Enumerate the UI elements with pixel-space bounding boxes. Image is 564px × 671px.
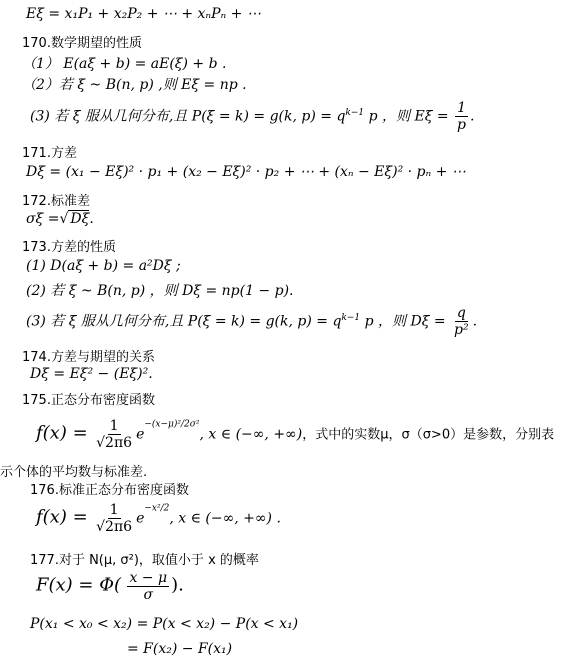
fraction-1-over-p: $\frac{1}{p}$ bbox=[457, 100, 467, 134]
variance-expectation-relation: Dξ = Eξ² − (Eξ)². bbox=[30, 366, 153, 382]
variance-property-3: (3) 若 ξ 服从几何分布,且 P(ξ = k) = g(k, $p) = q^{k-1}$ p ，则 Dξ = $\frac{q}{\text{p²}}$ . bbox=[26, 305, 478, 339]
normal-density-formula: f(x) = $\frac{1}{√2\pi 6}$ $e^{-(x-\mu)^2/2\sigma^2}$, x ∈ (−∞, +∞)，式中的实数μ，σ（σ>0）是参数，分别表 bbox=[36, 418, 555, 452]
heading-174: 174.方差与期望的关系 bbox=[22, 350, 155, 365]
normal-density-coefficient: $\frac{1}{√2\pi 6}$ bbox=[96, 418, 133, 452]
heading-177: 177.对于 N(μ, σ²)，取值小于 x 的概率 bbox=[30, 553, 259, 568]
heading-172: 172.标准差 bbox=[22, 194, 90, 209]
property-170-2: （2）若 ξ ~ B(n, p) ,则 Eξ = np . bbox=[22, 77, 247, 93]
cdf-formula: F(x) = Φ( $\frac{x - \mu}{\sigma}$ ). bbox=[36, 570, 184, 604]
interval-probability-formula: P(x₁ < x₀ < x₂) = P(x < x₂) − P(x < x₁) bbox=[30, 616, 299, 632]
heading-175: 175.正态分布密度函数 bbox=[22, 393, 155, 408]
heading-170: 170.数学期望的性质 bbox=[22, 36, 142, 51]
property-170-3: (3) 若 ξ 服从几何分布,且 P(ξ = k) = g(k, $p) = q^{k-1}$ p ，则 Eξ = $\frac{1}{p}$ . bbox=[30, 100, 475, 134]
normal-density-description: 示个体的平均数与标准差. bbox=[0, 465, 148, 480]
variance-property-1: (1) D(aξ + b) = a²Dξ ; bbox=[26, 258, 181, 274]
standardized-variable: $\frac{x - \mu}{\sigma}$ bbox=[129, 570, 168, 604]
property-170-1: （1） E(aξ + b) = aE(ξ) + b . bbox=[22, 56, 227, 72]
expectation-formula: Eξ = x₁P₁ + x₂P₂ + ⋯ + xₙPₙ + ⋯ bbox=[26, 6, 261, 22]
variance-property-2: (2) 若 ξ ~ B(n, p) ，则 Dξ = np(1 − p). bbox=[26, 283, 294, 299]
heading-171: 171.方差 bbox=[22, 146, 77, 161]
variance-formula: Dξ = (x₁ − Eξ)² · p₁ + (x₂ − Eξ)² · p₂ + ⋯ + (xₙ − Eξ)² · pₙ + ⋯ bbox=[26, 164, 466, 180]
heading-176: 176.标准正态分布密度函数 bbox=[30, 483, 189, 498]
standard-normal-density-formula: f(x) = $\frac{1}{√2\pi 6}$ $e^{-x^2/2}$, x ∈ (−∞, +∞) . bbox=[36, 502, 281, 536]
standard-normal-coefficient: $\frac{1}{√2\pi 6}$ bbox=[96, 502, 133, 536]
heading-173: 173.方差的性质 bbox=[22, 240, 116, 255]
fraction-q-over-p2: $\frac{q}{\text{p²}}$ bbox=[454, 305, 469, 339]
std-dev-formula: σξ =√ Dξ. bbox=[26, 211, 94, 227]
interval-probability-result: = F(x₂) − F(x₁) bbox=[127, 641, 233, 657]
